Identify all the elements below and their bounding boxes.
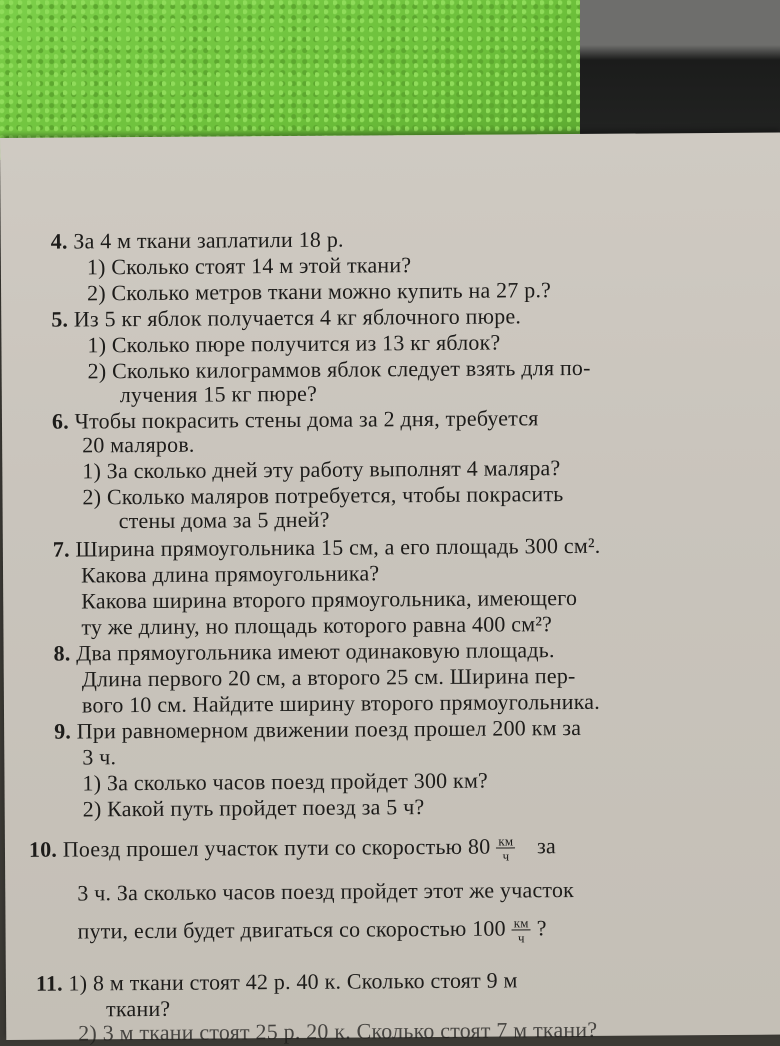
question-2: 2) Сколько метров ткани можно купить на 27 р.? — [86, 277, 552, 306]
fraction-numerator: км — [513, 915, 529, 931]
problem-text: Чтобы покрасить стены дома за 2 дня, требуется — [74, 405, 539, 434]
fraction-numerator: км — [498, 833, 514, 849]
problem-text: При равномерном движении поезд прошел 200 км за — [76, 714, 582, 744]
question-1: 1) Сколько стоят 14 м этой ткани? — [86, 252, 412, 280]
problem-8 — [54, 638, 555, 665]
problem-number: 5. — [51, 306, 69, 332]
problem-text: Из 5 кг яблок получается 4 кг яблочного пюре. — [73, 303, 522, 332]
book-page — [0, 133, 780, 1046]
problem-text-continued: Какова длина прямоугольника? — [80, 560, 380, 588]
problem-text: За 4 м ткани заплатили 18 р. — [73, 226, 344, 254]
problem-9 — [54, 716, 581, 743]
unit-fraction-km-per-h — [512, 916, 531, 944]
problem-number: 9. — [54, 718, 72, 744]
problem-7 — [53, 534, 601, 561]
question-1: 1) За сколько дней эту работу выполнят 4 маляра? — [82, 455, 561, 484]
problem-6 — [52, 406, 539, 433]
problem-number: 8. — [53, 640, 71, 666]
problem-5 — [51, 304, 521, 331]
question-1: 1) За сколько часов поезд пройдет 300 км? — [82, 767, 489, 796]
problem-text-continued: Длина первого 20 см, а второго 25 см. Ширина пер- — [81, 662, 576, 692]
problem-number: 10. — [28, 836, 58, 862]
problem-text-continued: вого 10 см. Найдите ширину второго прямоугольника. — [81, 688, 600, 718]
problem-text-continued: ткани? — [105, 995, 171, 1022]
problem-4 — [51, 228, 344, 253]
problem-11 — [36, 968, 518, 995]
problem-text-continued: Какова ширина второго прямоугольника, имеющего — [81, 584, 578, 614]
problem-text-continued: 3 ч. — [82, 744, 117, 770]
problem-text: Поезд прошел участок пути со скоростью 80 — [62, 833, 491, 862]
problem-text-continued: 3 ч. За сколько часов поезд пройдет этот же участок — [77, 877, 575, 906]
question-2-continued: лучения 15 кг пюре? — [119, 380, 318, 408]
question-2-continued: стены дома за 5 дней? — [118, 506, 330, 534]
problem-text: Два прямоугольника имеют одинаковую площадь. — [76, 637, 555, 666]
problem-text-continued — [77, 916, 546, 947]
question-2: 2) Сколько маляров потребуется, чтобы покрасить — [82, 481, 564, 510]
question-mark: ? — [536, 915, 547, 941]
problem-number: 4. — [50, 228, 68, 254]
question-2: 2) Какой путь пройдет поезд за 5 ч? — [82, 794, 425, 822]
fraction-denominator: ч — [502, 848, 510, 864]
problem-text: пути, если будет двигаться со скоростью 100 — [77, 915, 506, 944]
problem-number: 11. — [35, 970, 63, 996]
problem-number: 6. — [51, 408, 69, 434]
problem-text-end: за — [536, 833, 556, 859]
problem-text-continued: ту же длину, но площадь которого равна 400 см²? — [81, 611, 553, 640]
problem-text-continued-cut: 2) 3 м ткани стоят 25 р. 20 к. Сколько стоят 7 м ткани? — [78, 1016, 598, 1046]
dark-background-corner — [580, 0, 780, 150]
problem-number: 7. — [52, 536, 70, 562]
problem-text: Ширина прямоугольника 15 см, а его площадь 300 см². — [75, 532, 601, 562]
problem-10 — [29, 834, 556, 866]
question-2: 2) Сколько килограммов яблок следует взять для по- — [87, 354, 591, 384]
problem-text: 1) 8 м ткани стоят 42 р. 40 к. Сколько стоят 9 м — [68, 967, 518, 996]
problem-text-continued: 20 маляров. — [82, 431, 195, 458]
unit-fraction-km-per-h — [496, 834, 515, 862]
question-1: 1) Сколько пюре получится из 13 кг яблок? — [87, 329, 501, 358]
fraction-denominator: ч — [517, 930, 525, 946]
